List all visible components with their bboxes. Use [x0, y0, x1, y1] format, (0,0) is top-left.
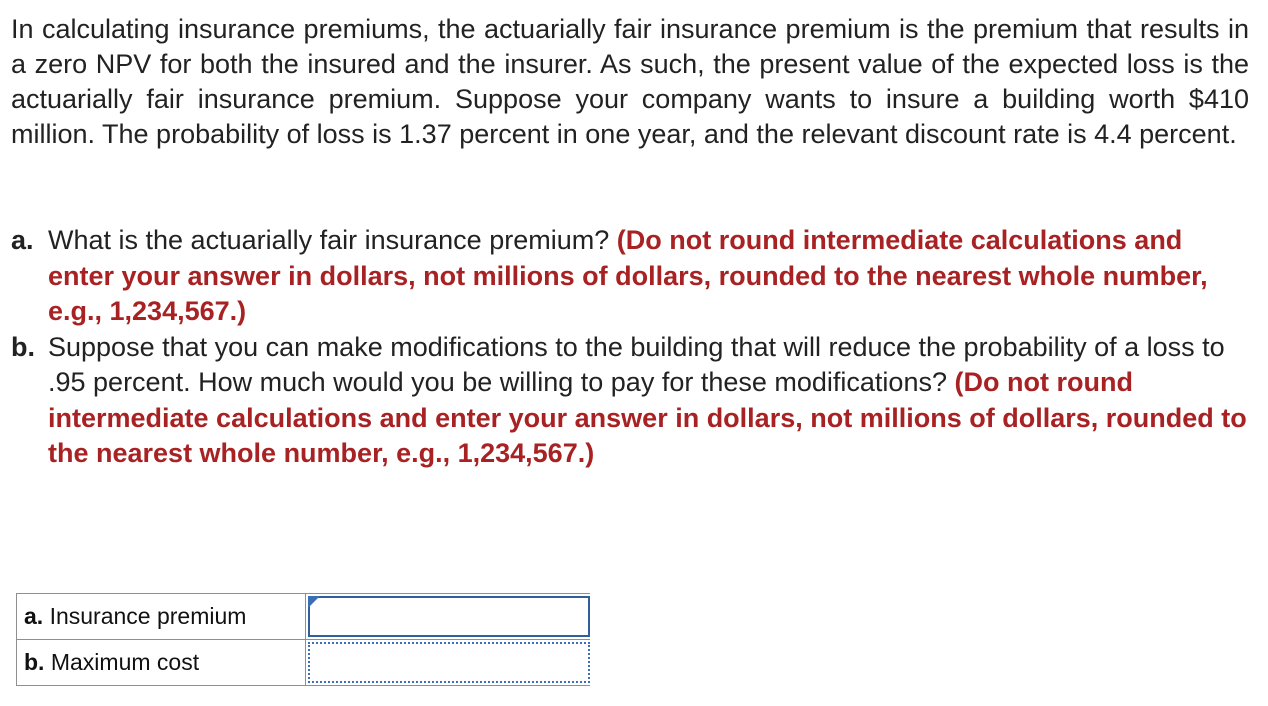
question-b-letter: b.: [11, 331, 35, 362]
maximum-cost-input[interactable]: [308, 642, 590, 683]
insurance-premium-input[interactable]: [308, 596, 590, 637]
problem-intro: In calculating insurance premiums, the actuarially fair insurance premium is the premium that results in a zero NPV for both the insured and the insurer. As such, the present value of the expected loss is the actuarially fair insurance premium. Suppose your company wants to insure a building worth $410 million. The probability of loss is 1.37 percent in one year, and the relevant discount rate is 4.4 percent.: [11, 14, 1249, 149]
answer-label-a: [17, 594, 306, 640]
question-b: [11, 330, 1251, 472]
answer-cell-b: [306, 640, 591, 686]
answer-label-a-letter: a.: [24, 603, 44, 629]
answer-row-b: [17, 640, 591, 686]
question-a-text: What is the actuarially fair insurance premium?: [48, 225, 610, 255]
answer-cell-a: [306, 594, 591, 640]
answer-label-b-letter: b.: [24, 649, 45, 675]
question-b-text: Suppose that you can make modifications to the building that will reduce the probability of a loss to .95 percent. How much would you be willing to pay for these modifications?: [48, 331, 1225, 397]
question-b-note: (Do not round intermediate calculations and enter your answer in dollars, not millions of dollars, rounded to the nearest whole number, e.g., 1,234,567.): [48, 367, 1247, 468]
question-a-letter: a.: [11, 225, 34, 255]
answer-label-b-text: Maximum cost: [50, 649, 200, 675]
question-a-note: (Do not round intermediate calculations and enter your answer in dollars, not millions of dollars, rounded to the nearest whole number, e.g., 1,234,567.): [48, 225, 1208, 326]
question-list: [11, 223, 1251, 472]
answer-label-b: [17, 640, 306, 686]
answer-row-a: [17, 594, 591, 640]
answer-table: [16, 593, 590, 686]
question-a: [11, 223, 1251, 330]
answer-label-a-text: Insurance premium: [49, 603, 247, 629]
